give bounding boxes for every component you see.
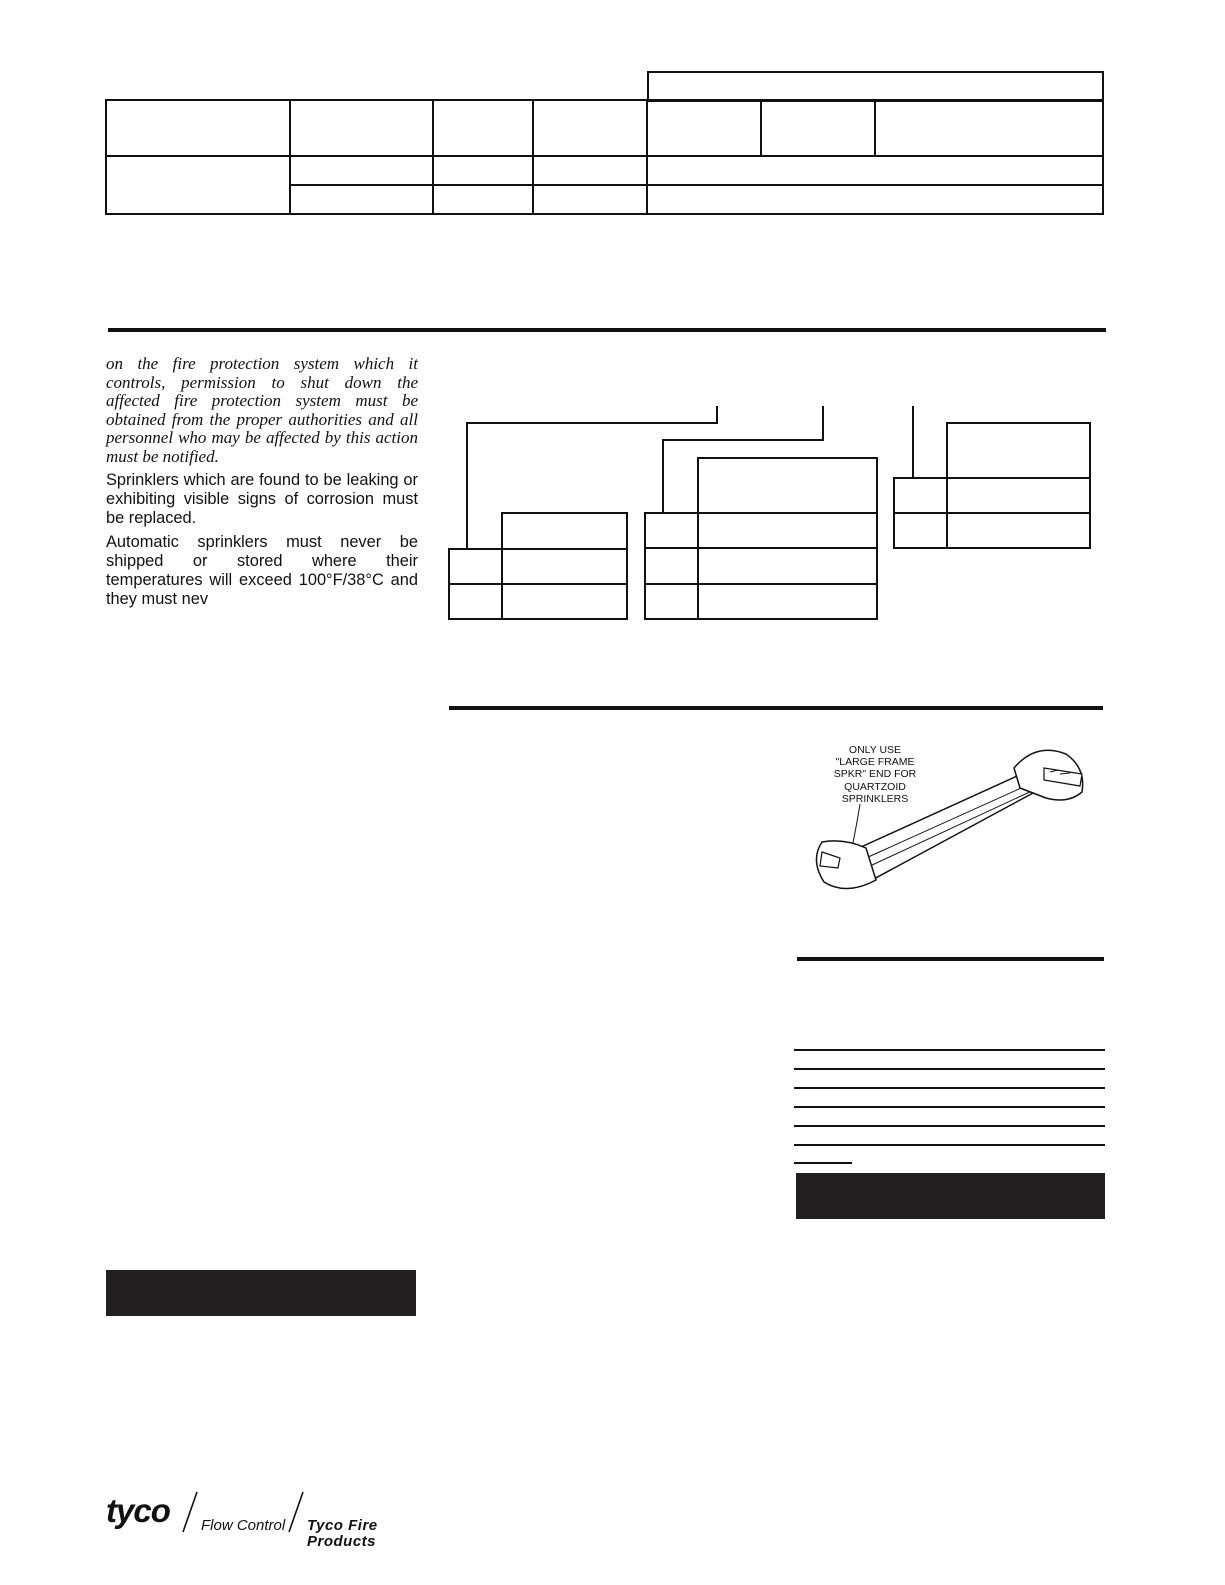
section-rule (108, 328, 1106, 332)
section-rule (449, 706, 1103, 710)
leader-line (822, 406, 824, 441)
logo-slash-icon (181, 1490, 199, 1534)
selection-col-divider (946, 477, 948, 549)
table-col-divider (646, 99, 648, 215)
table-col-divider (760, 99, 762, 157)
table-col-divider (432, 99, 434, 215)
leader-line (662, 439, 664, 514)
list-rule (794, 1106, 1105, 1108)
logo-division: Flow Control (201, 1517, 286, 1534)
list-rule (794, 1068, 1105, 1070)
selection-row-divider (644, 583, 878, 585)
section-heading-bar (796, 1173, 1105, 1219)
leader-line (662, 439, 824, 441)
logo-company: Tyco Fire Products (307, 1517, 378, 1550)
logo-brand: tyco (106, 1492, 170, 1529)
table-col-divider (289, 99, 291, 215)
selection-col-divider (697, 512, 699, 620)
selection-table (644, 512, 878, 620)
table-row-divider (289, 184, 1104, 186)
table-col-divider (874, 99, 876, 157)
logo-slash-icon (287, 1490, 305, 1534)
list-rule (794, 1049, 1105, 1051)
leader-line (912, 406, 914, 478)
list-rule (794, 1162, 852, 1164)
list-rule (794, 1087, 1105, 1089)
list-rule (794, 1144, 1105, 1146)
section-rule (797, 957, 1104, 961)
section-heading-bar (106, 1270, 416, 1316)
selection-table-header (501, 512, 628, 550)
leader-line (466, 422, 718, 424)
table-group-header (647, 71, 1104, 102)
storage-temperature-text: Automatic sprinklers must never be shipped or stored where their temperatures will exceed 100°F/38°C and they must nev (106, 533, 418, 608)
selection-table-header (697, 457, 878, 514)
shutdown-warning-text: on the fire protection system which it controls, permission to shut down the affected fire protection system must be obtained from the proper authorities and all personnel who may be affected by this action must be notified. (106, 354, 418, 466)
leak-replacement-text: Sprinklers which are found to be leaking or exhibiting visible signs of corrosion must be replaced. (106, 471, 418, 527)
selection-row-divider (448, 583, 628, 585)
sprinkler-wrench-icon (800, 740, 1090, 900)
wrench-callout: ONLY USE "LARGE FRAME SPKR" END FOR QUARTZOID SPRINKLERS (833, 744, 917, 805)
leader-line (466, 422, 468, 550)
table-col-divider (532, 99, 534, 215)
table-frame (105, 99, 1104, 215)
selection-row-divider (893, 512, 1091, 514)
table-header-divider (105, 155, 1104, 157)
list-rule (794, 1125, 1105, 1127)
selection-col-divider (501, 548, 503, 620)
selection-table-header (946, 422, 1091, 479)
selection-row-divider (644, 547, 878, 549)
